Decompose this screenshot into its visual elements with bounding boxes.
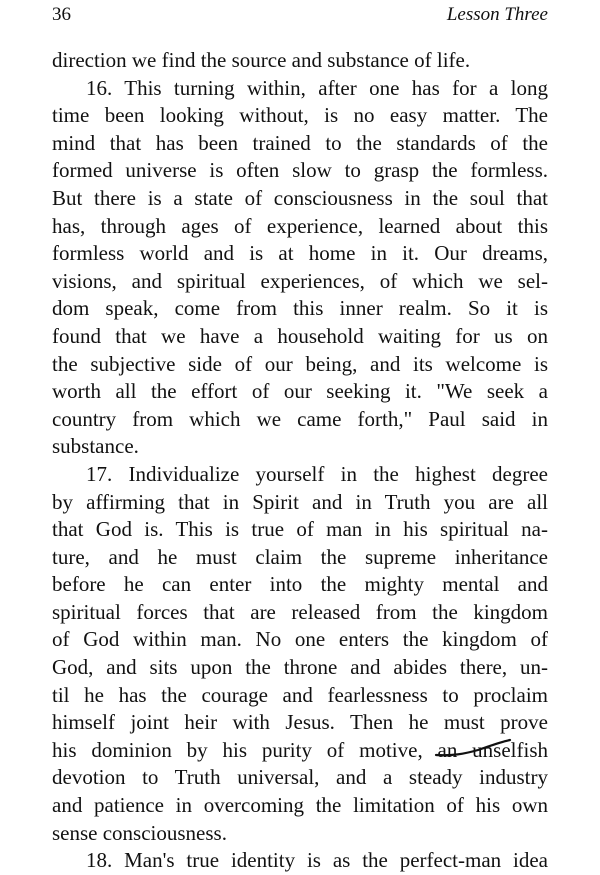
pen-underline-mark [434, 738, 514, 762]
text-line: his dominion by his purity of motive, an unselfish [52, 737, 548, 762]
text-line: sense consciousness. [52, 820, 227, 845]
text-line: dom speak, come from this inner realm. So it is [52, 296, 548, 321]
text-line: has, through ages of experience, learned about this [52, 213, 548, 238]
text-line: direction we find the source and substance of life. [52, 48, 471, 72]
text-line: formed universe is often slow to grasp the formless. [52, 158, 548, 183]
text-line: 16. This turning within, after one has for a long [86, 75, 548, 100]
text-line: But there is a state of consciousness in the soul that [52, 185, 548, 210]
text-line: visions, and spiritual experiences, of which we sel- [52, 268, 548, 293]
text-line: country from which we came forth," Paul said in [52, 406, 548, 431]
running-title: Lesson Three [446, 4, 548, 25]
text-line: and patience in overcoming the limitation of his own [52, 793, 548, 818]
text-line: himself joint heir with Jesus. Then he must prove [52, 710, 548, 735]
text-line: of God within man. No one enters the kingdom of [52, 627, 548, 652]
text-line: the subjective side of our being, and its welcome is [52, 351, 548, 376]
text-line: til he has the courage and fearlessness to proclaim [52, 682, 548, 707]
page-header [52, 4, 548, 30]
text-line: formless world and is at home in it. Our dreams, [52, 241, 548, 266]
text-line: God, and sits upon the throne and abides there, un- [52, 655, 548, 680]
text-line: that God is. This is true of man in his spiritual na- [52, 517, 548, 542]
text-line: by affirming that in Spirit and in Truth you are all [52, 489, 548, 514]
page-number: 36 [52, 4, 71, 25]
text-line: 17. Individualize yourself in the highest degree [86, 461, 548, 486]
text-line: ture, and he must claim the supreme inheritance [52, 544, 548, 569]
text-line: mind that has been trained to the standards of the [52, 130, 548, 155]
text-line: 18. Man's true identity is as the perfect-man idea [86, 848, 548, 873]
text-line: spiritual forces that are released from the kingdom [52, 599, 548, 624]
text-line: substance. [52, 434, 139, 459]
text-line: devotion to Truth universal, and a steady industry [52, 765, 548, 790]
text-line: found that we have a household waiting for us on [52, 323, 548, 348]
text-line: worth all the effort of our seeking it. "We seek a [52, 379, 548, 404]
text-line: time been looking without, is no easy matter. The [52, 103, 548, 128]
text-line: before he can enter into the mighty mental and [52, 572, 548, 597]
